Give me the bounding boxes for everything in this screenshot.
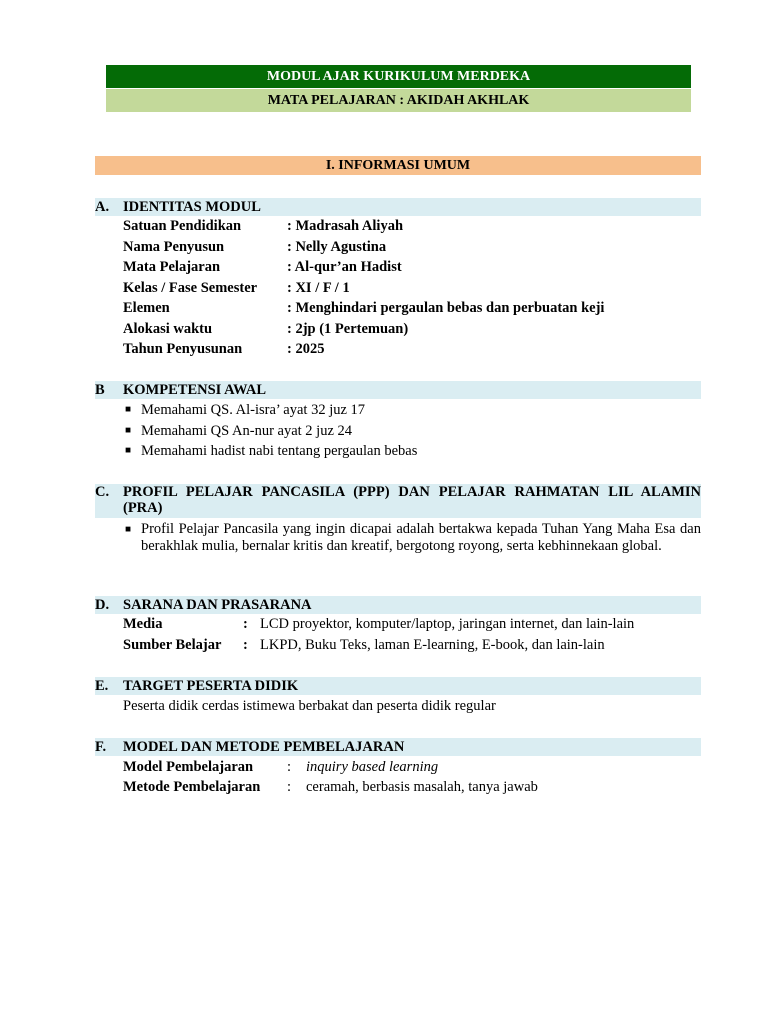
identitas-value: : 2025 bbox=[287, 341, 325, 357]
identitas-label: Mata Pelajaran bbox=[123, 259, 221, 275]
model-colon: : bbox=[287, 779, 292, 795]
identitas-label: Nama Penyusun bbox=[123, 239, 225, 255]
sarana-label: Media bbox=[123, 616, 163, 632]
identitas-label: Elemen bbox=[123, 300, 170, 316]
heading-profil-pelajar bbox=[95, 484, 701, 518]
sarana-colon: : bbox=[243, 637, 248, 653]
heading-identitas-modul bbox=[95, 198, 701, 216]
identitas-value: : Menghindari pergaulan bebas dan perbuatan keji bbox=[287, 300, 605, 316]
heading-letter: C. bbox=[95, 484, 110, 500]
heading-letter: E. bbox=[95, 678, 109, 694]
section-title-informasi-umum: I. INFORMASI UMUM bbox=[95, 156, 701, 175]
module-title: MODUL AJAR KURIKULUM MERDEKA bbox=[106, 65, 691, 88]
bullet-icon: ■ bbox=[125, 404, 132, 415]
heading-model-metode bbox=[95, 738, 701, 756]
heading-letter: F. bbox=[95, 739, 107, 755]
identitas-value: : Al-qur’an Hadist bbox=[287, 259, 402, 275]
target-text: Peserta didik cerdas istimewa berbakat dan peserta didik regular bbox=[123, 698, 496, 714]
heading-kompetensi-awal bbox=[95, 381, 701, 399]
identitas-label: Tahun Penyusunan bbox=[123, 341, 243, 357]
heading-text: KOMPETENSI AWAL bbox=[123, 382, 267, 398]
heading-text: MODEL DAN METODE PEMBELAJARAN bbox=[123, 739, 405, 755]
model-label: Metode Pembelajaran bbox=[123, 779, 261, 795]
identitas-label: Kelas / Fase Semester bbox=[123, 280, 258, 296]
heading-text: TARGET PESERTA DIDIK bbox=[123, 678, 299, 694]
model-label: Model Pembelajaran bbox=[123, 759, 254, 775]
bullet-icon: ■ bbox=[125, 524, 132, 535]
sarana-value: LCD proyektor, komputer/laptop, jaringan internet, dan lain-lain bbox=[260, 616, 635, 632]
subject-title: MATA PELAJARAN : AKIDAH AKHLAK bbox=[106, 89, 691, 112]
model-colon: : bbox=[287, 759, 292, 775]
bullet-icon: ■ bbox=[125, 425, 132, 436]
identitas-value: : Nelly Agustina bbox=[287, 239, 387, 255]
heading-letter: B bbox=[95, 382, 105, 398]
identitas-value: : XI / F / 1 bbox=[287, 280, 350, 296]
list-item-text: Memahami hadist nabi tentang pergaulan bebas bbox=[141, 443, 418, 459]
heading-text: IDENTITAS MODUL bbox=[123, 199, 261, 215]
heading-text: PROFIL PELAJAR PANCASILA (PPP) DAN PELAJAR RAHMATAN LIL ALAMIN (PRA) bbox=[123, 484, 701, 516]
identitas-label: Satuan Pendidikan bbox=[123, 218, 242, 234]
bullet-icon: ■ bbox=[125, 445, 132, 456]
model-value: inquiry based learning bbox=[306, 759, 439, 775]
list-item-text: Memahami QS. Al-isra’ ayat 32 juz 17 bbox=[141, 402, 366, 418]
identitas-value: : Madrasah Aliyah bbox=[287, 218, 404, 234]
sarana-colon: : bbox=[243, 616, 248, 632]
heading-target-peserta bbox=[95, 677, 701, 695]
identitas-value: : 2jp (1 Pertemuan) bbox=[287, 321, 409, 337]
heading-letter: A. bbox=[95, 199, 110, 215]
profil-text: Profil Pelajar Pancasila yang ingin dicapai adalah bertakwa kepada Tuhan Yang Maha Esa dan berakhlak mulia, bernalar kritis dan kreatif, bergotong royong, serta kebhinnekaan global. bbox=[141, 521, 701, 554]
sarana-value: LKPD, Buku Teks, laman E-learning, E-book, dan lain-lain bbox=[260, 637, 605, 653]
identitas-label: Alokasi waktu bbox=[123, 321, 213, 337]
heading-letter: D. bbox=[95, 597, 110, 613]
list-item-text: Memahami QS An-nur ayat 2 juz 24 bbox=[141, 423, 353, 439]
heading-text: SARANA DAN PRASARANA bbox=[123, 597, 312, 613]
model-value: ceramah, berbasis masalah, tanya jawab bbox=[306, 779, 538, 795]
sarana-label: Sumber Belajar bbox=[123, 637, 222, 653]
heading-sarana-prasarana bbox=[95, 596, 701, 614]
